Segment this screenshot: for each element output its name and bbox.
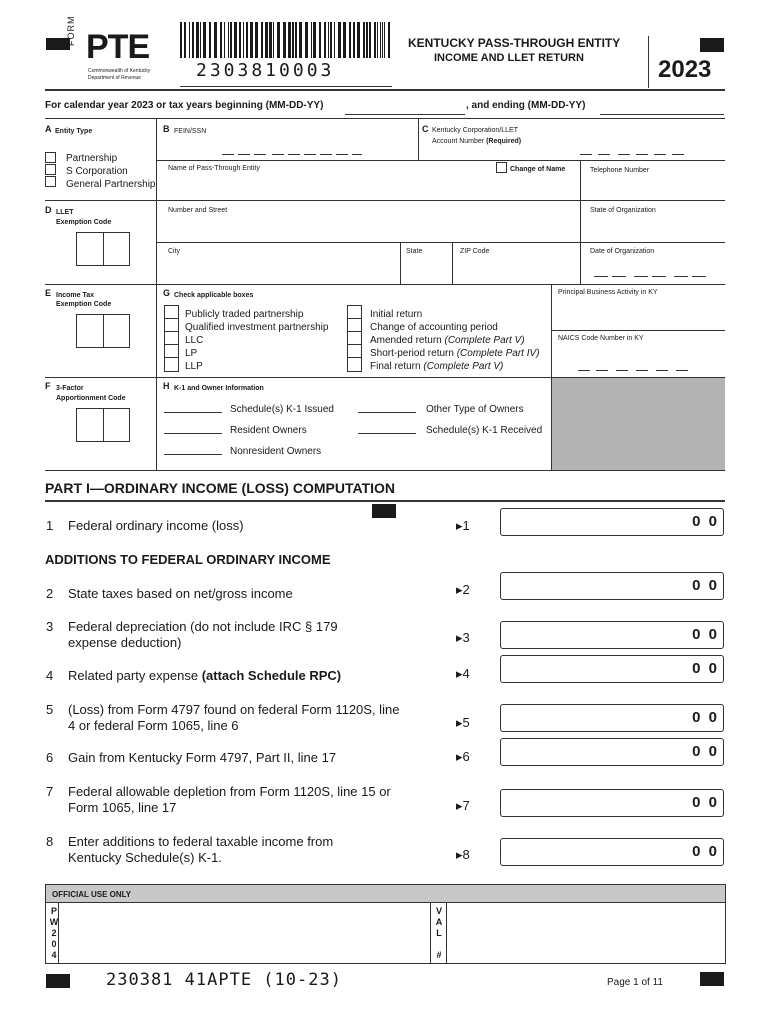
g-option-initial-return: Initial return	[370, 309, 423, 320]
city-label: City	[168, 248, 181, 255]
official-mid-divider-a	[430, 903, 431, 964]
official-right-char-1: V	[435, 906, 442, 916]
line-4-text-bold: (attach Schedule RPC)	[201, 668, 342, 683]
grid-naics-rule	[551, 330, 725, 331]
grid-c-divider	[418, 118, 419, 160]
grid-zip-divider	[452, 242, 453, 284]
official-left-char-5: 4	[51, 950, 57, 960]
k1-received-field[interactable]	[358, 433, 416, 434]
g-option-amended-return	[370, 335, 525, 346]
line-8-ref: ▸8	[456, 847, 470, 862]
section-c-required: (Required)	[486, 138, 522, 145]
section-e-label-1: Income Tax	[56, 292, 94, 299]
checkbox-final-return[interactable]	[347, 357, 362, 372]
section-d-label-1: LLET	[56, 209, 74, 216]
line-3-cents: 0 0	[692, 626, 719, 643]
street-label: Number and Street	[168, 207, 228, 214]
state-org-label: State of Organization	[590, 207, 656, 214]
line-4-ref: ▸4	[456, 666, 470, 681]
date-org-label: Date of Organization	[590, 248, 655, 255]
line-5-number: 5	[46, 702, 54, 717]
line-2-ref: ▸2	[456, 582, 470, 597]
line-2-text: State taxes based on net/gross income	[68, 586, 293, 601]
tax-year: 2023	[658, 56, 712, 83]
official-right-char-2: A	[435, 917, 443, 927]
header-underline	[180, 86, 392, 87]
section-c-account-number: Account Number	[432, 138, 485, 145]
zip-label: ZIP Code	[460, 248, 490, 255]
section-g-label: Check applicable boxes	[174, 292, 254, 299]
line-4-amount-field[interactable]	[500, 655, 724, 683]
line-7-number: 7	[46, 784, 54, 799]
k1-issued-label: Schedule(s) K-1 Issued	[230, 404, 334, 415]
shaded-area	[552, 378, 725, 470]
line-6-cents: 0 0	[692, 743, 719, 760]
line-7-cents: 0 0	[692, 794, 719, 811]
registration-mark-top-right	[700, 38, 724, 52]
official-mid-divider-b	[446, 903, 447, 964]
grid-rule-city	[156, 242, 725, 243]
section-e-letter: E	[45, 288, 52, 298]
g-option-final-return	[370, 361, 503, 372]
registration-mark-bottom-left	[46, 974, 70, 988]
grid-rule-bottom	[45, 470, 725, 471]
option-partnership: Partnership	[66, 153, 118, 164]
final-return-text: Final return	[370, 361, 421, 372]
section-d-label-2: Exemption Code	[56, 219, 112, 226]
line-7-text: Federal allowable depletion from Form 1120S, line 15 or Form 1065, line 17	[68, 784, 391, 815]
header-rule	[45, 89, 725, 91]
option-s-corporation: S Corporation	[66, 166, 128, 177]
period-end-label: , and ending (MM-DD-YY)	[466, 100, 586, 111]
line-8-number: 8	[46, 834, 54, 849]
section-a-label: Entity Type	[55, 128, 93, 135]
other-owners-field[interactable]	[358, 412, 416, 413]
final-return-note: (Complete Part V)	[423, 361, 504, 372]
checkbox-s-corporation[interactable]	[45, 164, 56, 175]
line-3-amount-field[interactable]	[500, 621, 724, 649]
line-5-text: (Loss) from Form 4797 found on federal Form 1120S, line 4 or federal Form 1065, line 6	[68, 702, 400, 733]
line-4-number: 4	[46, 668, 54, 683]
line-7-amount-field[interactable]	[500, 789, 724, 817]
change-of-name-label: Change of Name	[510, 166, 566, 173]
line-5-cents: 0 0	[692, 709, 719, 726]
part1-title: PART I—ORDINARY INCOME (LOSS) COMPUTATION	[45, 480, 395, 496]
line-7-ref: ▸7	[456, 798, 470, 813]
official-right-char-4	[433, 939, 445, 950]
section-a-letter: A	[45, 124, 52, 134]
g-option-short-period	[370, 348, 540, 359]
option-general-partnership: General Partnership	[66, 179, 156, 190]
other-owners-label: Other Type of Owners	[426, 404, 524, 415]
checkbox-general-partnership[interactable]	[45, 176, 56, 187]
checkbox-change-of-name[interactable]	[496, 162, 507, 173]
line-6-number: 6	[46, 750, 54, 765]
apportionment-code-field[interactable]	[76, 408, 130, 442]
grid-right-col-divider	[580, 160, 581, 284]
line-8-cents: 0 0	[692, 843, 719, 860]
official-right-char-3: L	[436, 928, 442, 938]
registration-mark-bottom-right	[700, 972, 724, 986]
g-option-llp: LLP	[185, 361, 203, 372]
k1-issued-field[interactable]	[164, 412, 222, 413]
line-3-number: 3	[46, 619, 54, 634]
short-period-note: (Complete Part IV)	[456, 348, 540, 359]
section-b-label: FEIN/SSN	[174, 128, 207, 135]
g-option-lp: LP	[185, 348, 198, 359]
checkbox-partnership[interactable]	[45, 152, 56, 163]
line-2-number: 2	[46, 586, 54, 601]
line-8-text: Enter additions to federal taxable income from Kentucky Schedule(s) K-1.	[68, 834, 334, 865]
amended-return-text: Amended return	[370, 335, 442, 346]
form-title-line2: INCOME AND LLET RETURN	[434, 52, 584, 64]
period-end-field[interactable]	[600, 114, 724, 115]
section-e-label-2: Exemption Code	[56, 301, 112, 308]
grid-rule-ad	[45, 200, 725, 201]
official-left-char-1: P	[50, 906, 57, 916]
section-h-letter: H	[163, 381, 170, 391]
additions-title: ADDITIONS TO FEDERAL ORDINARY INCOME	[45, 552, 331, 567]
income-tax-exemption-code-field[interactable]	[76, 314, 130, 348]
line-6-text: Gain from Kentucky Form 4797, Part II, line 17	[68, 750, 337, 765]
line-4-cents: 0 0	[692, 660, 719, 677]
official-right-char-5: #	[436, 950, 442, 960]
resident-owners-field[interactable]	[164, 433, 222, 434]
line-6-ref: ▸6	[456, 749, 470, 764]
g-option-change-accounting: Change of accounting period	[370, 322, 498, 333]
naics-label: NAICS Code Number in KY	[558, 335, 644, 342]
resident-owners-label: Resident Owners	[230, 425, 307, 436]
year-divider	[648, 36, 649, 88]
registration-mark-center	[372, 504, 396, 518]
line-2-amount-field[interactable]	[500, 572, 724, 600]
footer-form-id: 230381 41APTE (10-23)	[106, 970, 342, 990]
section-c-label-2	[432, 138, 521, 145]
k1-received-label: Schedule(s) K-1 Received	[426, 425, 543, 436]
entity-name-label: Name of Pass-Through Entity	[168, 165, 260, 172]
line-1-amount-field[interactable]	[500, 508, 724, 536]
section-c-label-1: Kentucky Corporation/LLET	[432, 127, 518, 134]
form-title-line1: KENTUCKY PASS-THROUGH ENTITY	[408, 36, 621, 50]
grid-rule-1	[156, 160, 725, 161]
official-right-code	[433, 906, 445, 961]
part1-title-rule	[45, 500, 725, 502]
section-f-label-2: Apportionment Code	[56, 395, 126, 402]
official-left-char-3: 2	[51, 928, 57, 938]
official-left-char-4: 0	[51, 939, 57, 949]
llet-exemption-code-field[interactable]	[76, 232, 130, 266]
grid-left-col-divider	[156, 118, 157, 470]
official-left-char-2: W	[49, 917, 59, 927]
form-code: PTE	[86, 28, 150, 66]
official-use-label: OFFICIAL USE ONLY	[52, 890, 132, 899]
section-f-label-1: 3-Factor	[56, 385, 84, 392]
line-8-amount-field[interactable]	[500, 838, 724, 866]
line-1-cents: 0 0	[692, 513, 719, 530]
naics-field[interactable]	[578, 370, 690, 371]
fein-field[interactable]	[222, 154, 362, 155]
state-label: State	[406, 248, 423, 255]
amended-return-note: (Complete Part V)	[444, 335, 525, 346]
date-org-field[interactable]	[594, 276, 712, 277]
section-h-label: K-1 and Owner Information	[174, 385, 264, 392]
barcode-number: 2303810003	[196, 60, 335, 81]
line-5-amount-field[interactable]	[500, 704, 724, 732]
line-2-cents: 0 0	[692, 577, 719, 594]
grid-rule-eg	[45, 284, 725, 285]
footer-page-number: Page 1 of 11	[607, 977, 663, 988]
line-4-text-main: Related party expense	[68, 668, 202, 683]
g-option-qualified-investment: Qualified investment partnership	[185, 322, 329, 333]
line-1-text: Federal ordinary income (loss)	[68, 518, 244, 533]
grid-state-divider	[400, 242, 401, 284]
short-period-text: Short-period return	[370, 348, 454, 359]
period-start-field[interactable]	[345, 114, 465, 115]
agency-line1: Commonwealth of Kentucky	[88, 68, 151, 74]
telephone-label: Telephone Number	[590, 167, 650, 174]
nonresident-owners-field[interactable]	[164, 454, 222, 455]
line-5-ref: ▸5	[456, 715, 470, 730]
line-3-ref: ▸3	[456, 630, 470, 645]
period-start-label: For calendar year 2023 or tax years beginning (MM-DD-YY)	[45, 100, 324, 111]
line-1-ref: ▸1	[456, 518, 470, 533]
checkbox-llp[interactable]	[164, 357, 179, 372]
official-left-code	[49, 906, 59, 961]
official-use-bar	[46, 885, 725, 903]
nonresident-owners-label: Nonresident Owners	[230, 446, 322, 457]
barcode	[180, 22, 392, 62]
section-g-letter: G	[163, 288, 171, 298]
g-option-publicly-traded: Publicly traded partnership	[185, 309, 304, 320]
g-option-llc: LLC	[185, 335, 204, 346]
line-1-number: 1	[46, 518, 54, 533]
form-word: FORM	[66, 15, 76, 46]
kentucky-account-field[interactable]	[580, 154, 690, 155]
principal-activity-label: Principal Business Activity in KY	[558, 289, 658, 296]
section-f-letter: F	[45, 381, 51, 391]
section-d-letter: D	[45, 205, 52, 215]
line-3-text: Federal depreciation (do not include IRC § 179 expense deduction)	[68, 619, 338, 650]
period-rule	[45, 118, 725, 119]
section-b-letter: B	[163, 124, 170, 134]
line-6-amount-field[interactable]	[500, 738, 724, 766]
agency-line2: Department of Revenue	[88, 75, 142, 81]
section-c-letter: C	[422, 124, 429, 134]
line-4-text	[68, 668, 408, 684]
